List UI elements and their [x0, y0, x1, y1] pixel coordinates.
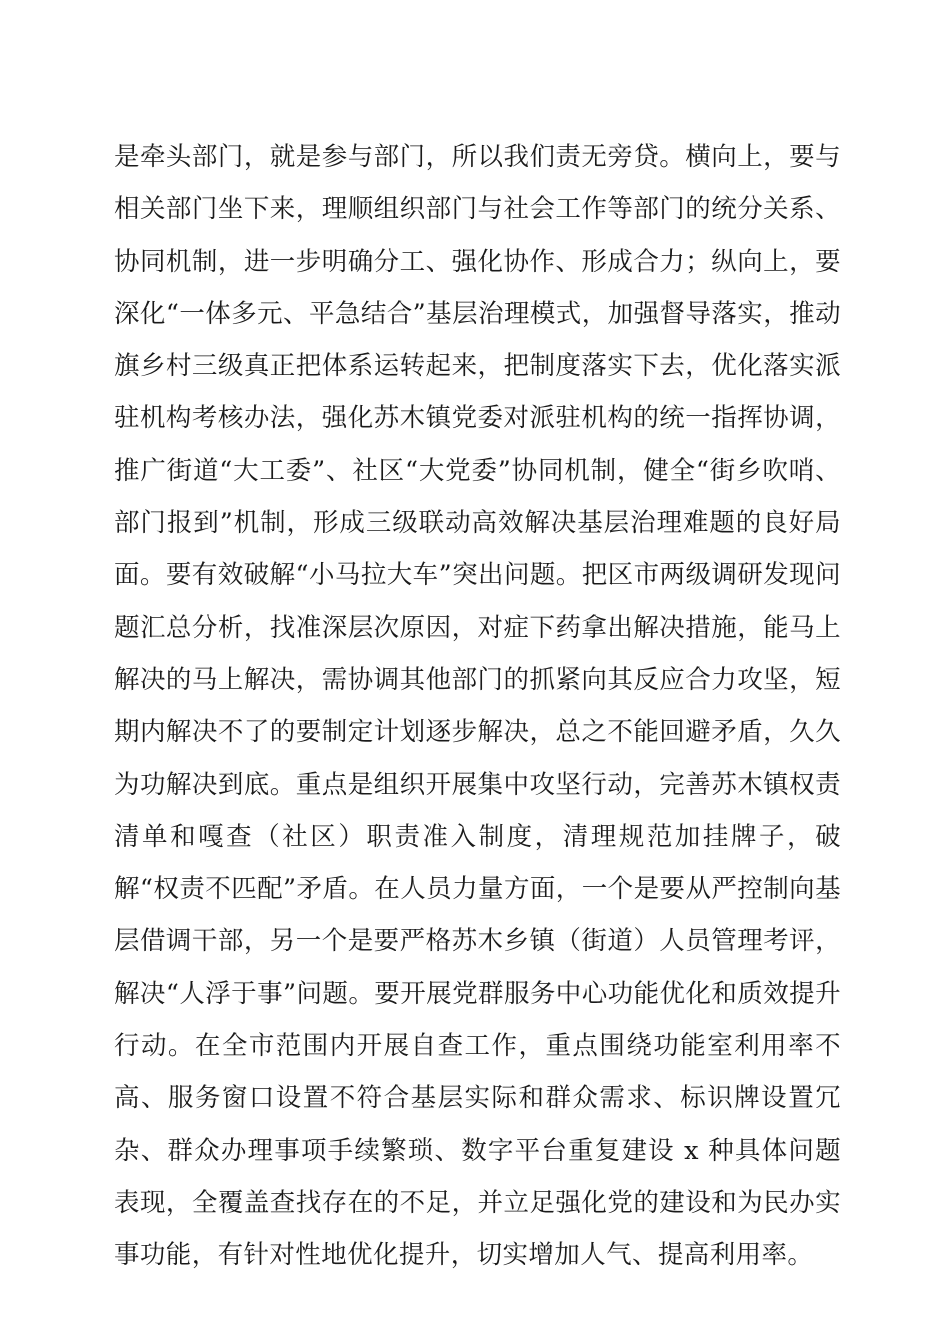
document-body	[114, 131, 841, 1282]
body-paragraph: 是牵头部门，就是参与部门，所以我们责无旁贷。横向上，要与相关部门坐下来，理顺组织部门与社会工作等部门的统分关系、协同机制，进一步明确分工、强化协作、形成合力；纵向上，要深化“一体多元、平急结合”基层治理模式，加强督导落实，推动旗乡村三级真正把体系运转起来，把制度落实下去，优化落实派驻机构考核办法，强化苏木镇党委对派驻机构的统一指挥协调，推广街道“大工委”、社区“大党委”协同机制，健全“街乡吹哨、部门报到”机制，形成三级联动高效解决基层治理难题的良好局面。要有效破解“小马拉大车”突出问题。把区市两级调研发现问题汇总分析，找准深层次原因，对症下药拿出解决措施，能马上解决的马上解决，需协调其他部门的抓紧向其反应合力攻坚，短期内解决不了的要制定计划逐步解决，总之不能回避矛盾，久久为功解决到底。重点是组织开展集中攻坚行动，完善苏木镇权责清单和嘎查（社区）职责准入制度，清理规范加挂牌子，破解“权责不匹配”矛盾。在人员力量方面，一个是要从严控制向基层借调干部，另一个是要严格苏木乡镇（街道）人员管理考评，解决“人浮于事”问题。要开展党群服务中心功能优化和质效提升行动。在全市范围内开展自查工作，重点围绕功能室利用率不高、服务窗口设置不符合基层实际和群众需求、标识牌设置冗杂、群众办理事项手续繁琐、数字平台重复建设 x 种具体问题表现，全覆盖查找存在的不足，并立足强化党的建设和为民办实事功能，有针对性地优化提升，切实增加人气、提高利用率。	[114, 142, 841, 1271]
